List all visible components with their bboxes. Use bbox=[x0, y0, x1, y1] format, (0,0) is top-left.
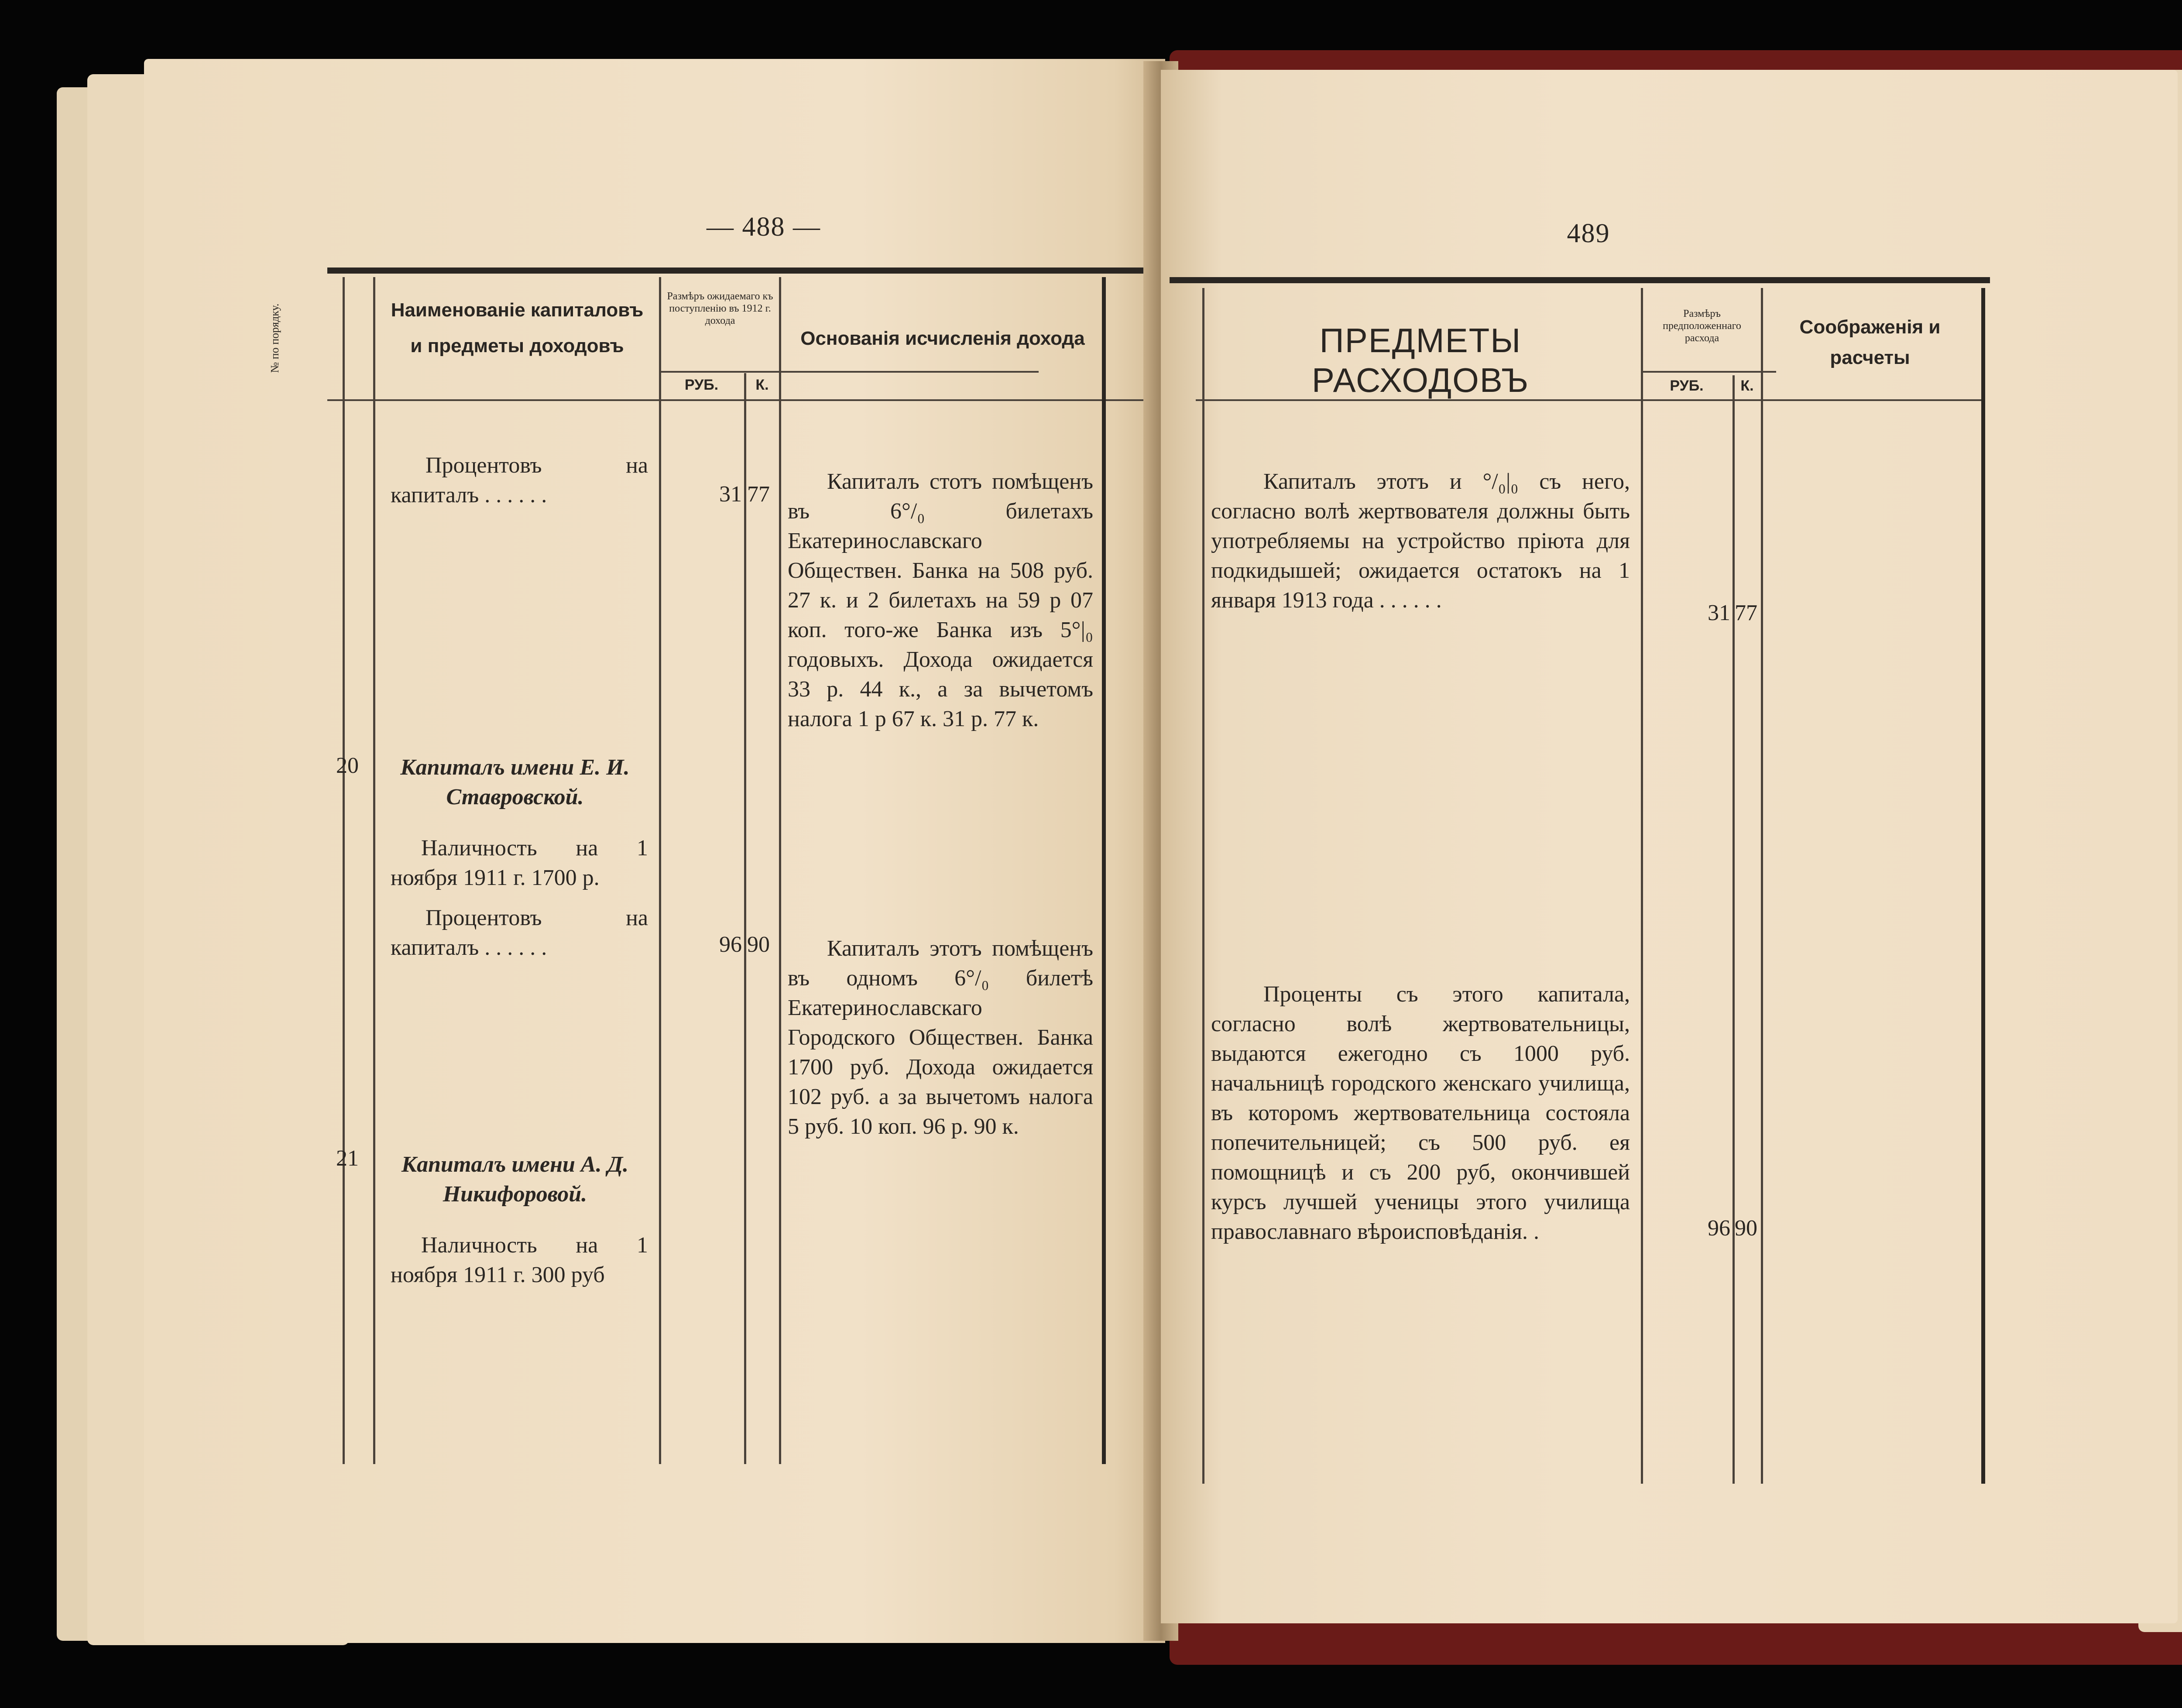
entry-1-kop: 77 bbox=[747, 482, 770, 507]
entry-2-name: Процентовъ на капиталъ . . . . . . bbox=[391, 905, 648, 960]
col-divider-1 bbox=[343, 277, 345, 1464]
col-divider-kop bbox=[1733, 375, 1735, 1484]
col-divider-left bbox=[1202, 288, 1204, 1484]
size-column-header: Размѣръ ожидаемаго къ поступленію въ 1912 г. дохода bbox=[667, 291, 773, 326]
col-divider-3 bbox=[659, 277, 661, 1464]
basis-column-header: Основанія исчисленія дохода bbox=[800, 328, 1085, 349]
entry-2-kop: 90 bbox=[1735, 1216, 1757, 1241]
header-rule-top bbox=[1170, 277, 1990, 283]
col-divider-5 bbox=[779, 277, 781, 1464]
entry-1-rub: 31 bbox=[1708, 600, 1730, 625]
header-rule-mid bbox=[659, 371, 1039, 373]
entry-3-cash: Наличность на 1 ноября 1911 г. 300 руб bbox=[391, 1233, 648, 1287]
page-number: 489 bbox=[1567, 219, 1610, 248]
unit-kop: К. bbox=[1740, 377, 1754, 394]
unit-rub: РУБ. bbox=[1670, 377, 1704, 394]
entry-2-rub: 96 bbox=[1708, 1216, 1730, 1241]
right-page bbox=[1161, 70, 2178, 1623]
entry-2-rub: 96 bbox=[719, 932, 742, 957]
left-page bbox=[144, 59, 1165, 1643]
reasons-column-header: Соображенія и расчеты bbox=[1799, 316, 1941, 368]
entry-1-name: Процентовъ на капиталъ . . . . . . bbox=[391, 453, 648, 508]
entry-1-kop: 77 bbox=[1735, 600, 1757, 625]
entry-3-title: Капиталъ имени А. Д. Никифоровой. bbox=[401, 1152, 629, 1207]
col-divider-right bbox=[1102, 277, 1106, 1464]
unit-kop: К. bbox=[755, 377, 769, 393]
name-column-header: Наименованіе капиталовъ и предметы доходовъ bbox=[391, 299, 644, 357]
section-title: ПРЕДМЕТЫ РАСХОДОВЪ bbox=[1311, 321, 1530, 399]
col-divider-right bbox=[1981, 288, 1985, 1484]
entry-2-cash: Наличность на 1 ноября 1911 г. 1700 р. bbox=[391, 836, 648, 890]
entry-2-title: Капиталъ имени Е. И. Ставровской. bbox=[400, 755, 630, 809]
col-divider-4 bbox=[744, 373, 746, 1464]
col-divider-2 bbox=[373, 277, 375, 1464]
entry-3-number: 21 bbox=[336, 1146, 359, 1171]
entry-2-number: 20 bbox=[336, 753, 359, 778]
header-rule-mid bbox=[1641, 371, 1776, 373]
header-rule-top bbox=[327, 268, 1143, 274]
no-column-header: № по порядку. bbox=[268, 303, 281, 373]
header-rule-bottom bbox=[327, 399, 1143, 401]
col-divider-rub bbox=[1641, 288, 1643, 1484]
col-divider-reasons bbox=[1761, 288, 1763, 1484]
entry-2-text: Проценты съ этого капитала, согласно волѣ жертвовательницы, выдаются ежегодно съ 1000 руб. начальницѣ городского женскаго училища, въ которомъ жертвовательница состояла попечительницей; съ 500 руб. ея помощницѣ и съ 200 руб, окончившей курсъ лучшей ученицы этого училища православнаго вѣроисповѣданія. . bbox=[1211, 982, 1630, 1244]
unit-rub: РУБ. bbox=[684, 377, 719, 393]
entry-1-basis: Капиталъ стотъ помѣщенъ въ 6°/₀ билетахъ Екатеринославскаго Обществен. Банка на 508 руб. 27 к. и 2 билетахъ на 59 р 07 коп. того-же Банка изъ 5°|₀ годовыхъ. Дохода ожидается 33 р. 44 к., а за вычетомъ налога 1 р 67 к. 31 р. 77 к. bbox=[788, 469, 1093, 731]
size-column-header: Размѣръ предположеннаго расхода bbox=[1663, 308, 1741, 344]
page-number: — 488 — bbox=[707, 212, 821, 242]
entry-2-kop: 90 bbox=[747, 932, 770, 957]
entry-1-text: Капиталъ этотъ и °/₀|₀ съ него, согласно волѣ жертвователя должны быть употребляемы на устройство пріюта для подкидышей; ожидается остатокъ на 1 января 1913 года . . . . . . bbox=[1211, 469, 1630, 613]
entry-1-rub: 31 bbox=[719, 482, 742, 507]
entry-2-basis: Капиталъ этотъ помѣщенъ въ одномъ 6°/₀ билетѣ Екатеринославскаго Городского Обществен. Банка 1700 руб. Дохода ожидается 102 руб. а за вычетомъ налога 5 руб. 10 коп. 96 р. 90 к. bbox=[788, 936, 1093, 1139]
